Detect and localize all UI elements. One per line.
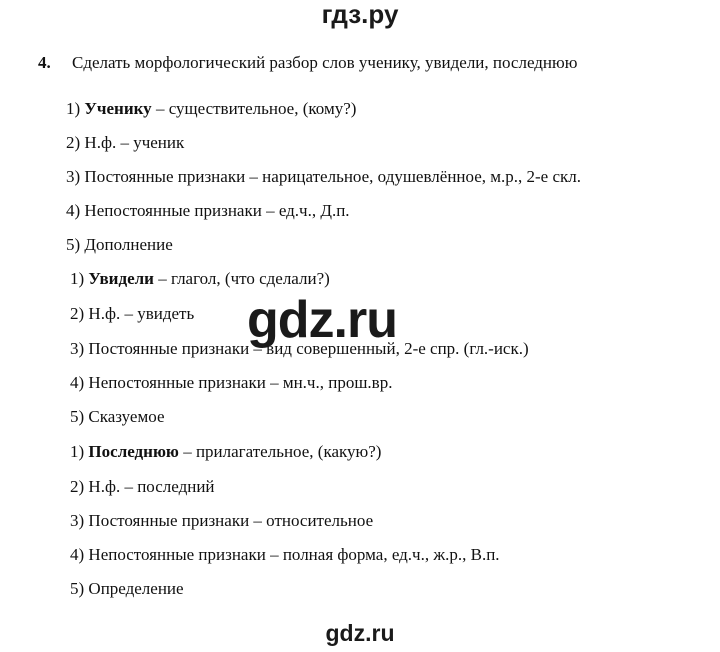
line-prefix: 5) Сказуемое [70,407,165,426]
line-prefix: 3) Постоянные признаки – вид совершенный, 2-е спр. (гл.-иск.) [70,339,529,358]
line-prefix: 1) [66,99,85,118]
line-prefix: 4) Непостоянные признаки – полная форма, ед.ч., ж.р., В.п. [70,545,500,564]
task-number: 4. [38,53,51,72]
footer-logo: gdz.ru [325,620,395,646]
task-text: Сделать морфологический разбор слов ученику, увидели, последнюю [72,53,578,72]
analysis-line [70,510,373,532]
line-rest: – прилагательное, (какую?) [178,442,382,461]
line-keyword: Увидели [88,269,154,288]
analysis-line [66,98,356,120]
analysis-line [66,200,350,222]
line-keyword: Последнюю [88,442,179,461]
line-prefix: 2) Н.ф. – последний [70,477,215,496]
analysis-line [66,132,184,154]
analysis-line [66,166,581,188]
line-prefix: 1) [70,442,89,461]
analysis-line [66,234,173,256]
analysis-line [70,578,184,600]
task-statement [38,52,577,74]
line-rest: – существительное, (кому?) [151,99,357,118]
analysis-line [70,441,381,463]
analysis-line [70,372,392,394]
line-rest: – глагол, (что сделали?) [153,269,330,288]
line-prefix: 2) Н.ф. – ученик [66,133,185,152]
line-prefix: 5) Дополнение [66,235,173,254]
line-prefix: 2) Н.ф. – увидеть [70,304,195,323]
analysis-line [70,476,215,498]
line-keyword: Ученику [84,99,152,118]
watermark-logo: gdz.ru [247,291,397,349]
line-prefix: 3) Постоянные признаки – относительное [70,511,374,530]
line-prefix: 3) Постоянные признаки – нарицательное, одушевлённое, м.р., 2-е скл. [66,167,582,186]
site-header-title: гдз.ру [321,0,399,29]
line-prefix: 4) Непостоянные признаки – мн.ч., прош.вр. [70,373,393,392]
line-prefix: 4) Непостоянные признаки – ед.ч., Д.п. [66,201,350,220]
analysis-line [70,303,194,325]
line-prefix: 1) [70,269,89,288]
analysis-line [70,268,330,290]
analysis-line [70,544,500,566]
analysis-line [70,406,165,428]
line-prefix: 5) Определение [70,579,184,598]
